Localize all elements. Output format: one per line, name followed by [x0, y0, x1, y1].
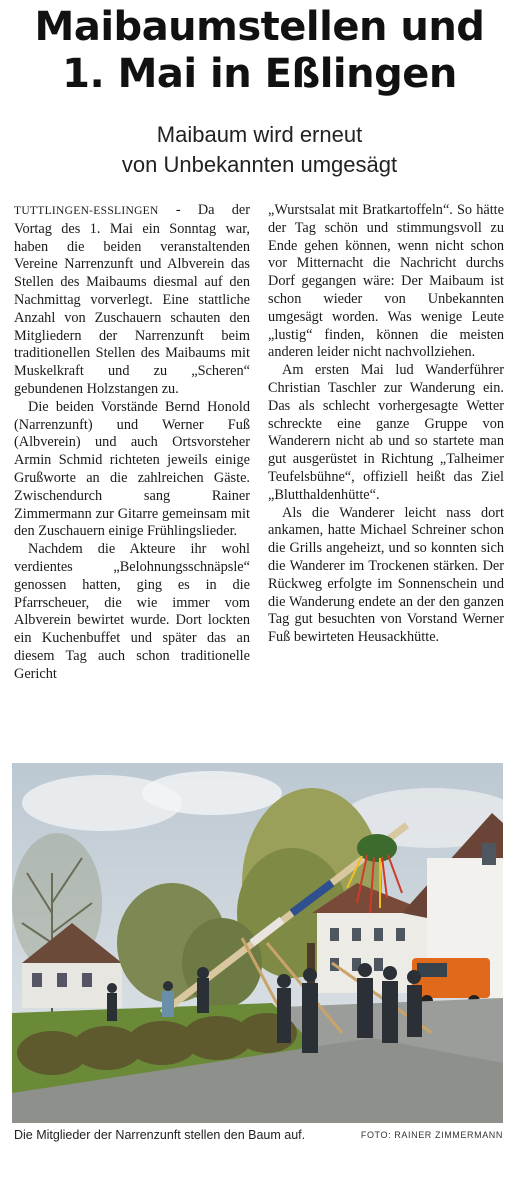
paragraph: Nachdem die Akteure ihr wohl verdientes „Belohnungsschnäpsle“ genossen hatten, ging es in die Pfarrscheuer, die wie immer vom Albverein bewirtet wurde. Dort lockten ein Kuchenbuffet und später das an diesem Tag auch schon traditionelle Gericht — [14, 541, 250, 682]
paragraph-text: - Da der Vortag des 1. Mai ein Sonntag war, haben die beiden veranstaltenden Vereine Narrenzunft und Albverein das Stellen des Maibaums diesmal auf den Nachmittag vorverlegt. Eine stattliche Anzahl von Zuschauern schauten den Mitgliedern der Narrenzunft beim traditionellen Stellen des Maibaums mit Muskelkraft und zu „Scheren“ gebundenen Holzstangen zu. — [14, 202, 250, 397]
subheadline-line-2: von Unbekannten umgesägt — [121, 152, 398, 177]
article-column-right — [268, 202, 504, 647]
paragraph: „Wurstsalat mit Bratkartoffeln“. So hätte der Tag schön und stimmungsvoll zu Ende gehen können, wenn nicht schon vor Mitternacht die Nachricht durchs Dorf gegangen wäre: Der Maibaum ist schon wieder von Unbekannten umgesägt worden. Was wenige Leute „lustig“ finden, können die meisten anderen leider nicht nachvollziehen. — [268, 202, 504, 361]
subheadline-line-1: Maibaum wird erneut — [156, 122, 363, 147]
article-column-left — [14, 202, 250, 684]
paragraph: Als die Wanderer leicht nass dort ankamen, hatte Michael Schreiner schon die Grills angeheizt, und so konnten sich die Wanderer im Trockenen stärken. Der Rückweg erfolgte im Sonnenschein und die Wanderung endete an der den ganzen Tag gut besuchten von Vorstand Werner Fuß bewirteten Heusackhütte. — [268, 504, 504, 646]
paragraph: Am ersten Mai lud Wanderführer Christian Taschler zur Wanderung ein. Das als schlecht vorhergesagte Wetter schreckte eine ganze Gruppe von Wanderern nicht ab und so startete man gut ausgerüstet in Richtung „Talheimer Teufelsbühne“, offiziell heißt das Ziel „Blutthaldenhütte“. — [268, 362, 504, 503]
photo-caption: Die Mitglieder der Narrenzunft stellen den Baum auf. — [14, 1128, 306, 1142]
article-photo — [12, 763, 503, 1123]
paragraph: Die beiden Vorstände Bernd Honold (Narrenzunft) und Werner Fuß (Albverein) und auch Ortsvorsteher Armin Schmid richteten jeweils einige Grußworte an die zahlreichen Gäste. Zwischendurch sang Rainer Zimmermann zur Gitarre gemeinsam mit den Zuschauern einige Frühlingslieder. — [14, 398, 250, 540]
paragraph — [14, 202, 250, 399]
maypole-raising-photo — [12, 763, 503, 1123]
dateline: TUTTLINGEN-ESSLINGEN — [14, 205, 159, 217]
headline — [0, 4, 519, 98]
subheadline — [0, 120, 519, 180]
headline-line-1: Maibaumstellen und — [34, 4, 485, 50]
headline-line-2: 1. Mai in Eßlingen — [62, 51, 457, 97]
photo-credit: FOTO: RAINER ZIMMERMANN — [360, 1130, 503, 1140]
